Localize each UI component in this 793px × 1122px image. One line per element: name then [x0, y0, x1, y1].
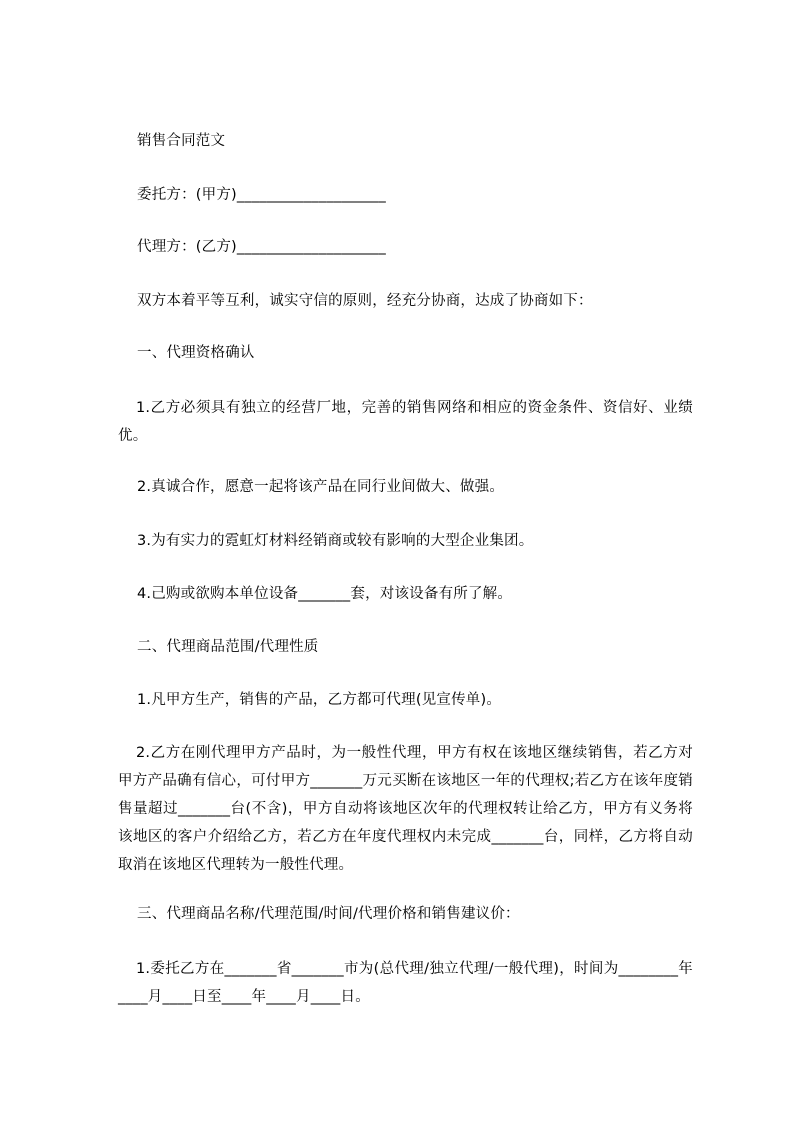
section-2-heading: 二、代理商品范围/代理性质	[137, 639, 319, 655]
document-title: 销售合同范文	[137, 133, 226, 149]
section-1-item-3: 3.为有实力的霓虹灯材料经销商或较有影响的大型企业集团。	[137, 533, 534, 549]
agent-party-line: 代理方：(乙方)____________________	[137, 239, 386, 255]
section-1-heading: 一、代理资格确认	[137, 345, 255, 361]
section-1-item-1: 1.乙方必须具有独立的经营厂地，完善的销售网络和相应的资金条件、资信好、业绩优。	[118, 400, 693, 444]
section-2-item-2: 2.乙方在刚代理甲方产品时，为一般性代理，甲方有权在该地区继续销售，若乙方对甲方产品确有信心，可付甲方_______万元买断在该地区一年的代理权;若乙方在该年度销售量超过_______台(不含)，甲方自动将该地区次年的代理权转让给乙方，甲方有义务将该地区的客户介绍给乙方，若乙方在年度代理权内未完成_______台，同样，乙方将自动取消在该地区代理转为一般性代理。	[118, 745, 693, 873]
section-3-heading: 三、代理商品名称/代理范围/时间/代理价格和销售建议价：	[137, 906, 520, 922]
section-1-item-4: 4.己购或欲购本单位设备_______套，对该设备有所了解。	[137, 586, 513, 602]
preamble-paragraph: 双方本着平等互利，诚实守信的原则，经充分协商，达成了协商如下：	[137, 293, 593, 309]
section-2-item-1: 1.凡甲方生产，销售的产品，乙方都可代理(见宣传单)。	[137, 692, 502, 708]
principal-party-line: 委托方：(甲方)____________________	[137, 187, 386, 203]
section-3-item-1: 1.委托乙方在_______省_______市为(总代理/独立代理/一般代理)，时间为________年____月____日至____年____月____日。	[118, 961, 693, 1005]
section-1-item-2: 2.真诚合作，愿意一起将该产品在同行业间做大、做强。	[137, 479, 505, 495]
